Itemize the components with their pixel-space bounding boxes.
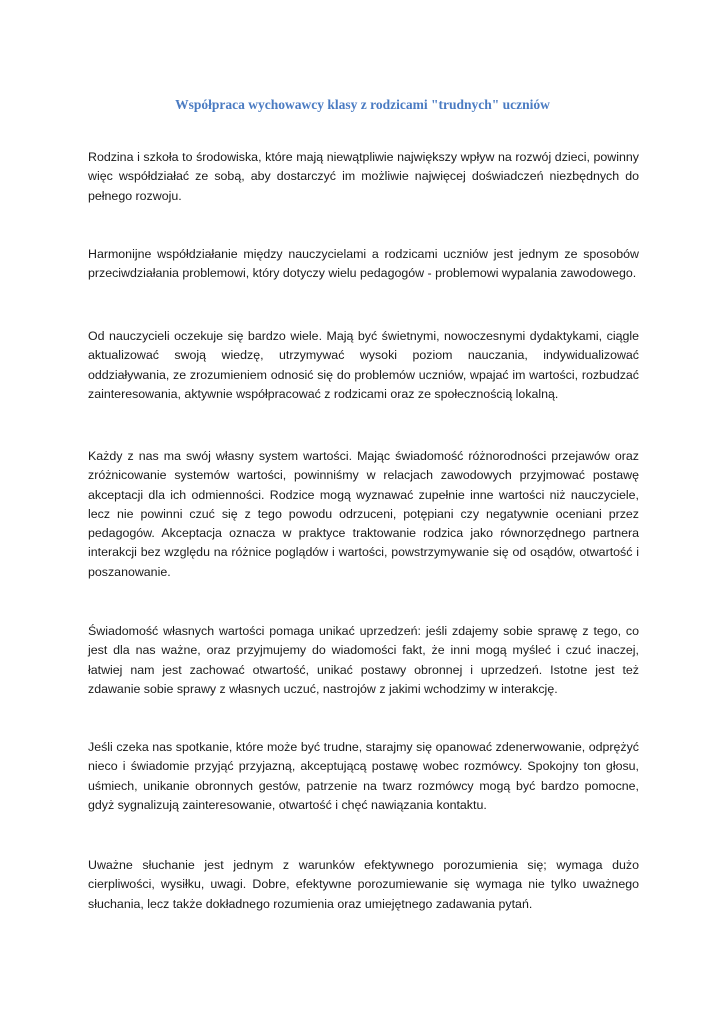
paragraph-7: Uważne słuchanie jest jednym z warunków efektywnego porozumienia się; wymaga dużo cierpliwości, wysiłku, uwagi. Dobre, efektywne porozumiewanie się wymaga nie tylko uważnego słuchania, lecz także dokładnego rozumienia oraz umiejętnego zadawania pytań.	[88, 858, 639, 911]
paragraph-2: Harmonijne współdziałanie między nauczycielami a rodzicami uczniów jest jednym ze sposobów przeciwdziałania problemowi, który dotyczy wielu pedagogów - problemowi wypalania zawodowego.	[88, 247, 639, 281]
paragraph-5: Świadomość własnych wartości pomaga unikać uprzedzeń: jeśli zdajemy sobie sprawę z tego, co jest dla nas ważne, oraz przyjmujemy do wiadomości fakt, że inni mogą myśleć i czuć inaczej, łatwiej nam jest zachować otwartość, unikać postawy obronnej i uprzedzeń. Istotne jest też zdawanie sobie sprawy z własnych uczuć, nastrojów z jakimi wchodzimy w interakcję.	[88, 624, 639, 696]
paragraph-3: Od nauczycieli oczekuje się bardzo wiele. Mają być świetnymi, nowoczesnymi dydaktykami, ciągle aktualizować swoją wiedzę, utrzymywać wysoki poziom nauczania, indywidualizować oddziaływania, ze zrozumieniem odnosić się do problemów uczniów, wpajać im wartości, rozbudzać zainteresowania, aktywnie współpracować z rodzicami oraz ze społecznością lokalną.	[88, 329, 639, 401]
paragraph-6: Jeśli czeka nas spotkanie, które może być trudne, starajmy się opanować zdenerwowanie, odprężyć nieco i świadomie przyjąć przyjazną, akceptującą postawę wobec rozmówcy. Spokojny ton głosu, uśmiech, unikanie obronnych gestów, patrzenie na twarz rozmówcy mogą być bardzo pomocne, gdyż sygnalizują zainteresowanie, otwartość i chęć nawiązania kontaktu.	[88, 740, 639, 812]
document-title: Współpraca wychowawcy klasy z rodzicami "trudnych" uczniów	[175, 97, 550, 112]
paragraph-4: Każdy z nas ma swój własny system wartości. Mając świadomość różnorodności przejawów oraz zróżnicowanie systemów wartości, powinniśmy w relacjach zawodowych przyjmować postawę akceptacji dla ich odmienności. Rodzice mogą wyznawać zupełnie inne wartości niż nauczyciele, lecz nie powinni czuć się z tego powodu odrzuceni, potępiani czy negatywnie oceniani przez pedagogów. Akceptacja oznacza w praktyce traktowanie rodzica jako równorzędnego partnera interakcji bez względu na różnice poglądów i wartości, powstrzymywanie się od osądów, otwartość i poszanowanie.	[88, 449, 639, 579]
paragraph-1: Rodzina i szkoła to środowiska, które mają niewątpliwie największy wpływ na rozwój dzieci, powinny więc współdziałać ze sobą, aby dostarczyć im możliwie najwięcej doświadczeń niezbędnych do pełnego rozwoju.	[88, 150, 639, 203]
